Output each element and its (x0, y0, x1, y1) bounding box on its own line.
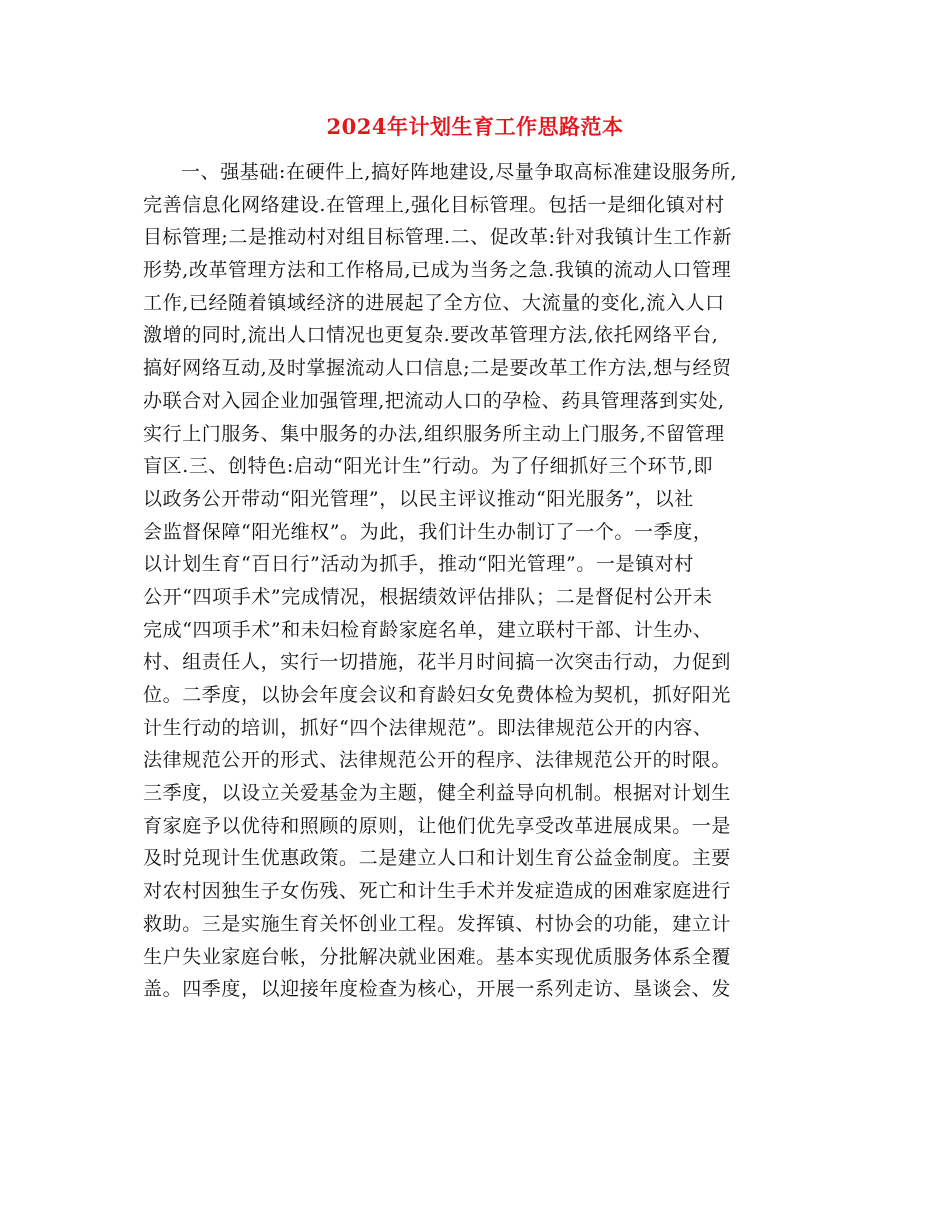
body-line: 完成“四项手术”和未妇检育龄家庭名单，建立联村干部、计生办、 (143, 618, 713, 641)
body-line: 位。二季度，以协会年度会议和育龄妇女免费体检为契机，抓好阳光 (143, 684, 732, 706)
body-line: 实行上门服务、集中服务的办法,组织服务所主动上门服务,不留管理 (143, 422, 725, 445)
body-line: 法律规范公开的形式、法律规范公开的程序、法律规范公开的时限。 (143, 749, 732, 772)
body-line: 办联合对入园企业加强管理,把流动人口的孕检、药具管理落到实处, (143, 389, 725, 412)
body-line: 目标管理;二是推动村对组目标管理.二、促改革:针对我镇计生工作新 (143, 226, 733, 249)
body-line: 生户失业家庭台帐，分批解决就业困难。基本实现优质服务体系全覆 (143, 945, 732, 968)
body-line: 盲区.三、创特色:启动“阳光计生”行动。为了仔细抓好三个环节,即 (143, 455, 714, 478)
body-line: 公开“四项手术”完成情况，根据绩效评估排队；二是督促村公开未 (143, 585, 713, 608)
body-line: 育家庭予以优待和照顾的原则，让他们优先享受改革进展成果。一是 (143, 814, 732, 837)
body-line: 村、组责任人，实行一切措施，花半月时间搞一次突击行动，力促到 (143, 651, 732, 674)
document-body (143, 156, 823, 1006)
body-line: 一、强基础:在硬件上,搞好阵地建设,尽量争取高标准建设服务所, (181, 161, 738, 183)
body-line: 三季度，以设立关爱基金为主题，健全利益导向机制。根据对计划生 (143, 782, 732, 805)
body-line: 盖。四季度，以迎接年度检查为核心，开展一系列走访、垦谈会、发 (143, 978, 732, 1001)
body-line: 形势,改革管理方法和工作格局,已成为当务之急.我镇的流动人口管理 (143, 259, 732, 282)
body-line: 工作,已经随着镇域经济的进展起了全方位、大流量的变化,流入人口 (143, 291, 725, 314)
body-line: 以计划生育“百日行”活动为抓手，推动“阳光管理”。一是镇对村 (143, 553, 694, 576)
document-title: 2024年计划生育工作思路范本 (326, 114, 624, 139)
body-line: 以政务公开带动“阳光管理”，以民主评议推动“阳光服务”，以社 (143, 487, 694, 510)
body-line: 救助。三是实施生育关怀创业工程。发挥镇、村协会的功能，建立计 (143, 912, 732, 935)
body-line: 计生行动的培训，抓好“四个法律规范”。即法律规范公开的内容、 (143, 716, 713, 739)
body-line: 搞好网络互动,及时掌握流动人口信息;二是要改革工作方法,想与经贸 (143, 357, 732, 380)
body-line: 完善信息化网络建设.在管理上,强化目标管理。包括一是细化镇对村 (143, 193, 725, 216)
body-line: 激增的同时,流出人口情况也更复杂.要改革管理方法,依托网络平台, (143, 324, 719, 347)
body-line: 会监督保障“阳光维权”。为此，我们计生办制订了一个。一季度， (143, 520, 713, 543)
body-line: 对农村因独生子女伤残、死亡和计生手术并发症造成的困难家庭进行 (143, 880, 732, 903)
body-line: 及时兑现计生优惠政策。二是建立人口和计划生育公益金制度。主要 (143, 847, 732, 870)
